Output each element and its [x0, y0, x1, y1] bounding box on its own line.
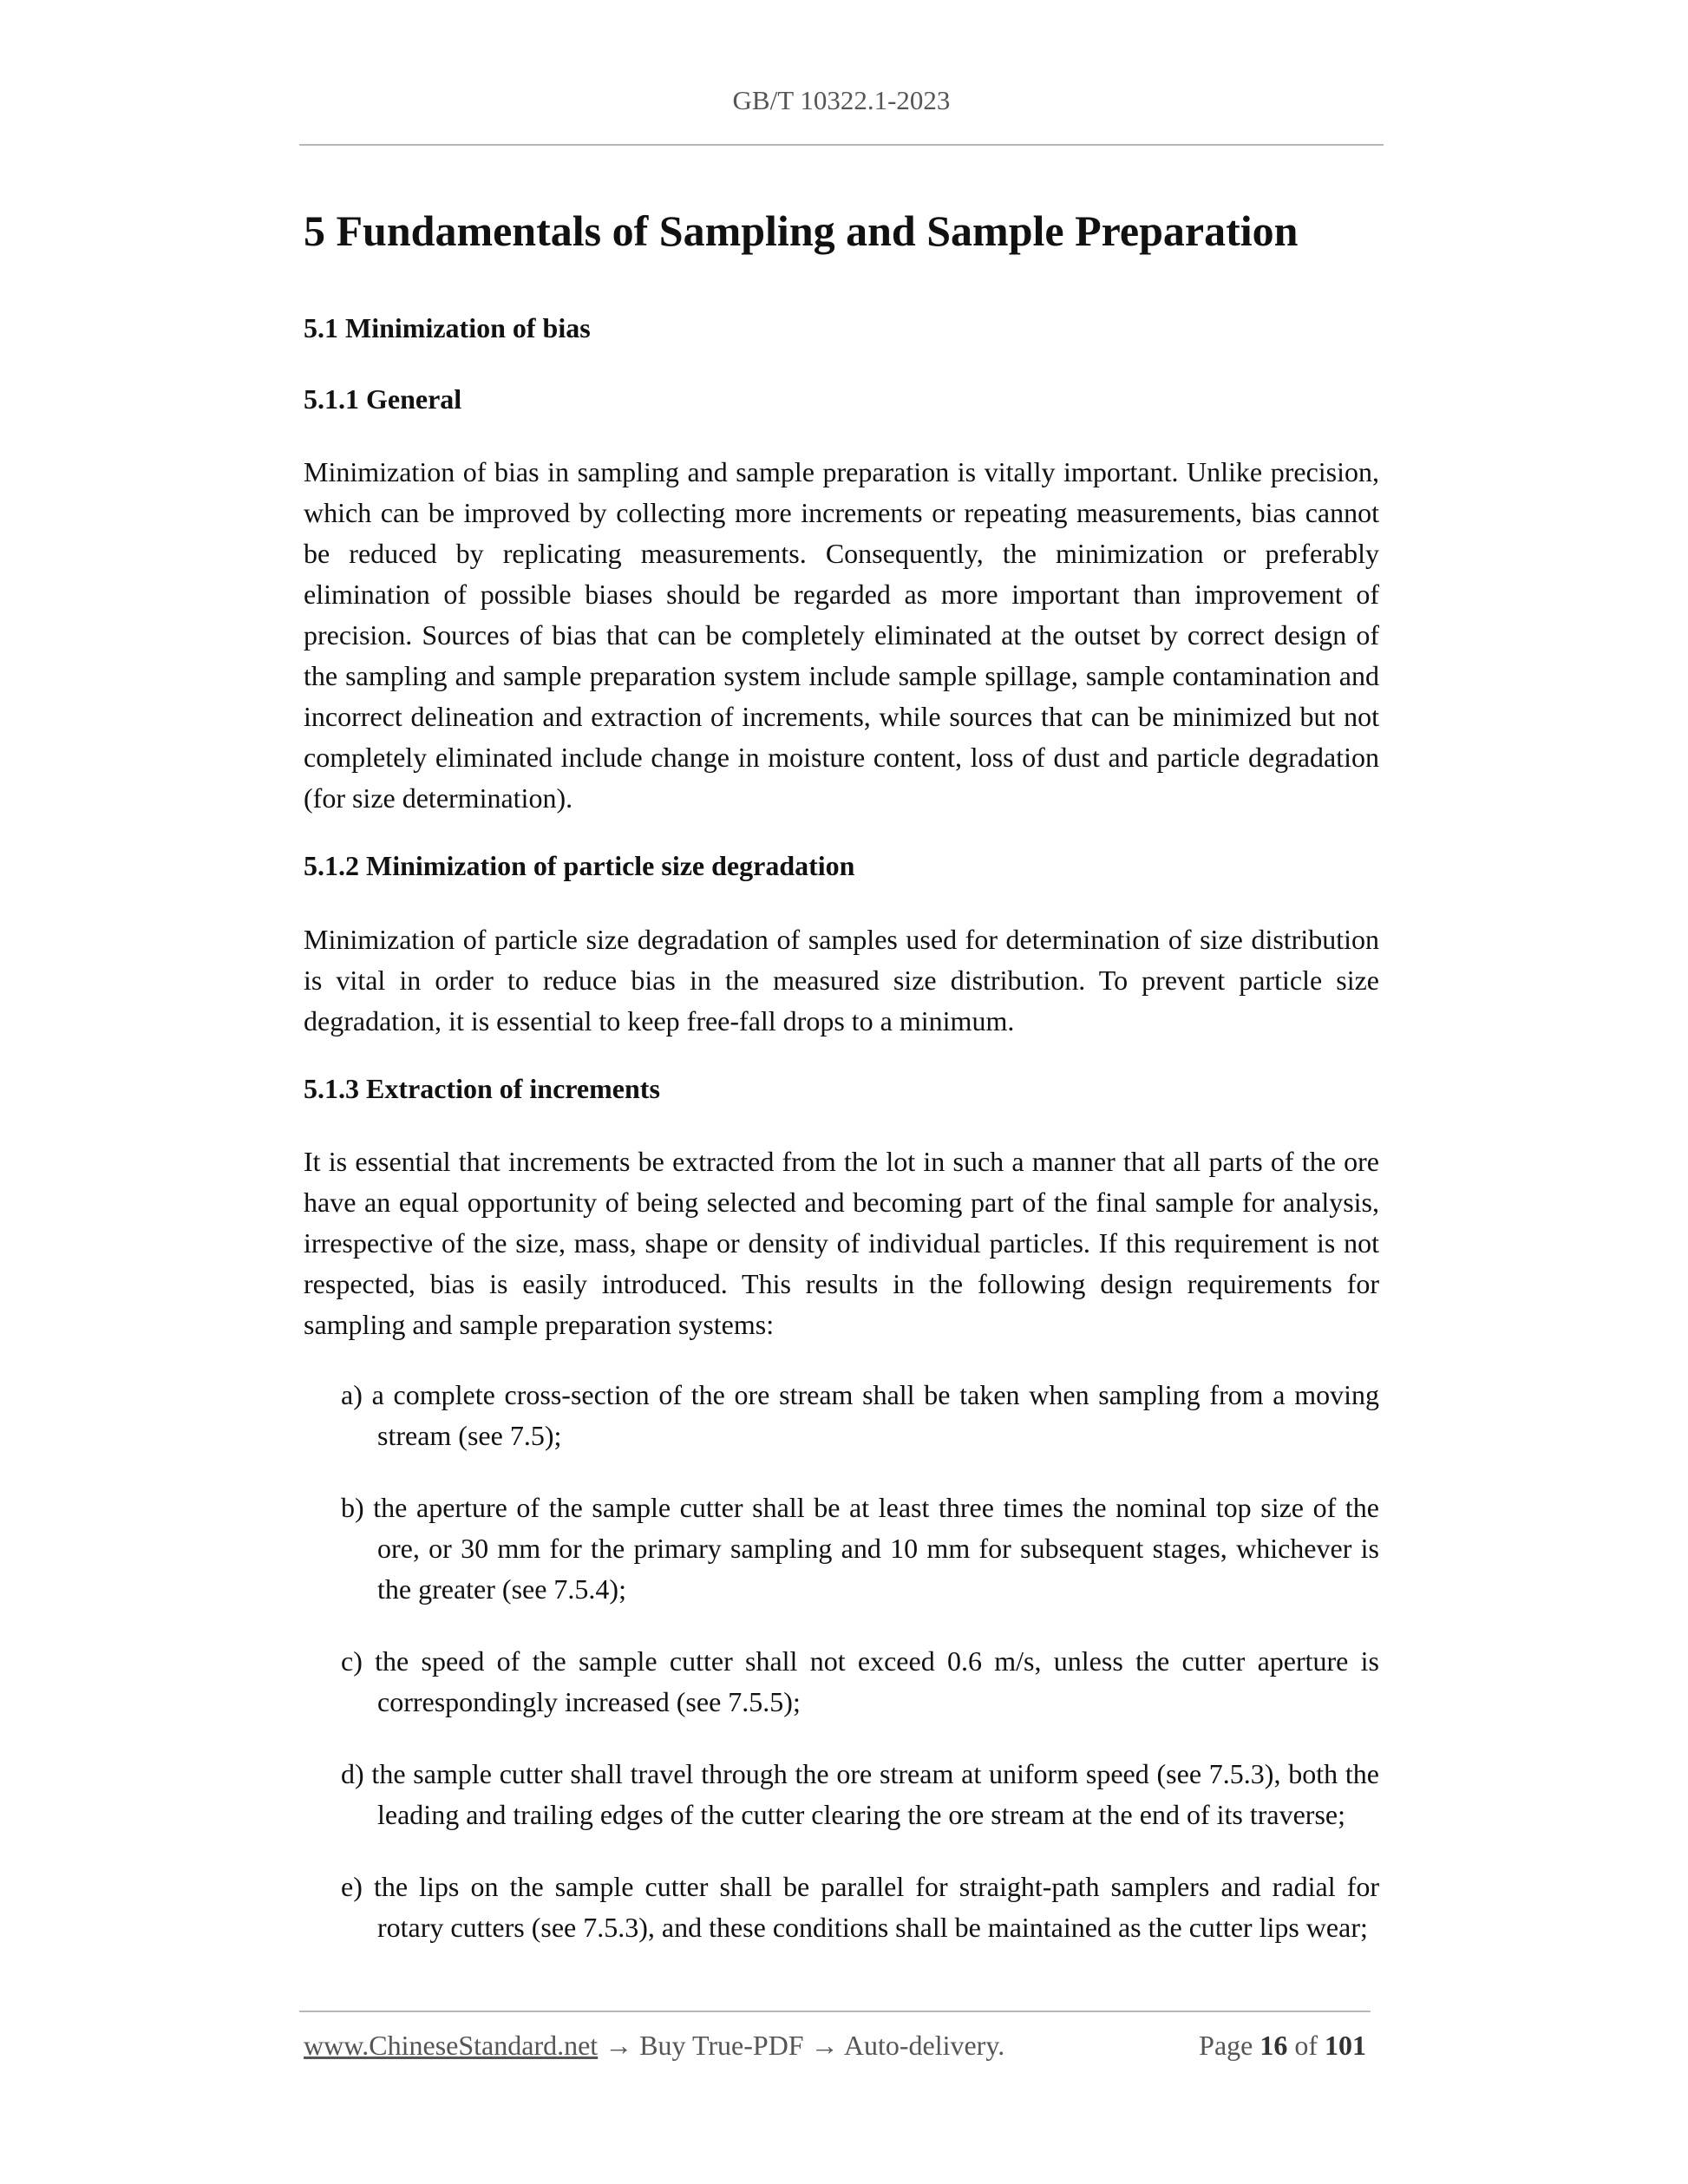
- page-number: [1199, 2030, 1366, 2062]
- auto-delivery-text: Auto-delivery.: [843, 2030, 1005, 2061]
- page-total: 101: [1325, 2030, 1366, 2061]
- clause-body-5-1-1: Minimization of bias in sampling and sample preparation is vitally important. Unlike precision, which can be improved by collecting more increments or repeating measurements, bias cannot be reduced by replicating measurements. Consequently, the minimization or preferably elimination of possible biases should be regarded as more important than improvement of precision. Sources of bias that can be completely eliminated at the outset by correct design of the sampling and sample preparation system include sample spillage, sample contamination and incorrect delineation and extraction of increments, while sources that can be minimized but not completely eliminated include change in moisture content, loss of dust and particle degradation (for size determination).: [304, 456, 1379, 814]
- section-title: 5 Fundamentals of Sampling and Sample Preparation: [304, 206, 1299, 255]
- header-divider: [299, 144, 1384, 146]
- clause-title-5-1-1: 5.1.1 General: [304, 383, 462, 415]
- chinesestandard-link[interactable]: www.ChineseStandard.net: [304, 2030, 599, 2061]
- page-content: [304, 205, 1379, 1979]
- clause-body-5-1-3: It is essential that increments be extracted from the lot in such a manner that all parts of the ore have an equal opportunity of being selected and becoming part of the final sample for analysis, irrespective of the size, mass, shape or density of individual particles. If this requirement is not respected, bias is easily introduced. This results in the following design requirements for sampling and sample preparation systems:: [304, 1146, 1379, 1341]
- page-of: of: [1294, 2030, 1318, 2061]
- subsection-title-5-1: 5.1 Minimization of bias: [304, 312, 591, 343]
- page-label: Page: [1199, 2030, 1253, 2061]
- arrow-right-icon: →: [605, 2030, 633, 2061]
- clause-title-5-1-2: 5.1.2 Minimization of particle size degradation: [304, 850, 855, 882]
- clause-title-5-1-3: 5.1.3 Extraction of increments: [304, 1072, 660, 1104]
- list-item: b) the aperture of the sample cutter shall be at least three times the nominal top size of the ore, or 30 mm for the primary sampling and 10 mm for subsequent stages, whichever is the greater (see 7.5.4);: [341, 1492, 1379, 1605]
- requirements-list: [304, 1375, 1379, 1948]
- list-item: a) a complete cross-section of the ore stream shall be taken when sampling from a moving stream (see 7.5);: [341, 1379, 1379, 1452]
- running-header: GB/T 10322.1-2023: [732, 85, 951, 115]
- list-item: c) the speed of the sample cutter shall not exceed 0.6 m/s, unless the cutter aperture is correspondingly increased (see 7.5.5);: [341, 1645, 1379, 1718]
- clause-body-5-1-2: Minimization of particle size degradation of samples used for determination of size distribution is vital in order to reduce bias in the measured size distribution. To prevent particle size degradation, it is essential to keep free-fall drops to a minimum.: [304, 923, 1379, 1036]
- footer-promo: [304, 2030, 1004, 2062]
- list-item: d) the sample cutter shall travel through the ore stream at uniform speed (see 7.5.3), both the leading and trailing edges of the cutter clearing the ore stream at the end of its traverse;: [341, 1758, 1379, 1831]
- buy-true-pdf-text: Buy True-PDF: [639, 2030, 804, 2061]
- arrow-right-icon: →: [810, 2030, 839, 2061]
- page-current: 16: [1259, 2030, 1288, 2061]
- footer-divider: [299, 2011, 1371, 2012]
- list-item: e) the lips on the sample cutter shall be parallel for straight-path samplers and radial for rotary cutters (see 7.5.3), and these conditions shall be maintained as the cutter lips wear;: [341, 1871, 1379, 1944]
